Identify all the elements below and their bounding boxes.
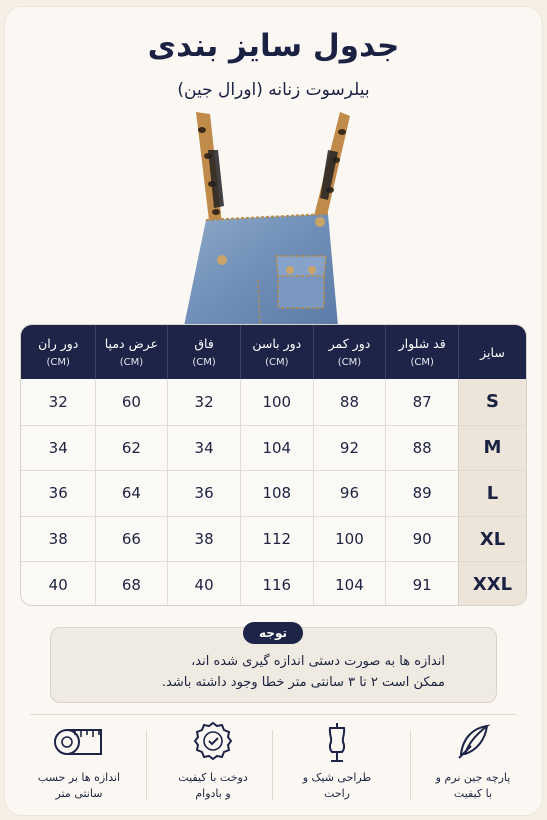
feature-separator [410,730,411,800]
header-pants-length [385,325,458,379]
feature-stitching [158,720,268,810]
size-cell: S [458,379,526,425]
table-row [21,425,526,471]
header-label: عرض دمپا [104,336,159,351]
size-cell: XXL [458,562,526,606]
table-cell: 100 [313,517,386,562]
measuring-tape-icon [51,720,107,764]
header-thigh [22,325,95,379]
header-waist [313,325,386,379]
feature-label: پارچه جین نرم و با کیفیت [435,771,511,800]
feature-label: اندازه ها بر حسب سانتی متر [37,771,121,800]
header-rise [167,325,240,379]
size-table [20,324,527,606]
table-cell: 66 [95,517,168,562]
header-unit: (CM) [192,357,216,368]
feature-measurement [24,720,134,810]
table-cell: 96 [313,471,386,516]
table-cell: 32 [167,379,240,425]
table-cell: 36 [48,484,68,503]
header-label: سایز [480,344,505,360]
note-line-2: ممکن است ۲ تا ۳ سانتی متر خطا وجود داشته باشد. [161,675,445,690]
feature-separator [146,730,147,800]
header-hem-width [95,325,168,379]
feather-icon [451,720,495,764]
table-cell: 40 [48,575,68,594]
header-label: دور ران [38,336,79,351]
table-cell: 104 [313,562,386,606]
header-unit: (CM) [119,357,144,368]
header-unit: (CM) [46,357,70,368]
header-label: دور کمر [328,336,371,351]
table-row [21,561,526,606]
quality-badge-icon [191,720,235,764]
note-line-1: اندازه ها به صورت دستی اندازه گیری شده اند، [191,654,445,669]
feature-design [282,720,392,810]
table-cell: 32 [48,392,68,411]
feature-label: دوخت با کیفیت و بادوام [178,771,248,800]
table-cell: 108 [240,471,313,516]
table-row [21,516,526,562]
header-unit: (CM) [265,357,289,368]
table-cell: 89 [385,471,458,516]
table-cell: 64 [95,471,168,516]
table-cell: 38 [167,517,240,562]
feature-separator [272,730,273,800]
table-row [21,470,526,516]
table-cell: 88 [385,426,458,471]
mannequin-icon [315,720,359,764]
header-label: فاق [194,336,214,351]
table-cell: 112 [240,517,313,562]
table-cell: 62 [95,426,168,471]
table-cell: 90 [385,517,458,562]
page-subtitle: بیلرسوت زنانه (اورال جین) [177,80,370,100]
size-cell: M [458,426,526,471]
note-tag: توجه [243,622,303,644]
table-cell: 34 [167,426,240,471]
table-cell: 87 [385,379,458,425]
table-row [21,379,526,425]
divider [30,714,517,715]
table-cell: 88 [313,379,386,425]
table-body [21,379,526,606]
table-cell: 68 [95,562,168,606]
page-title: جدول سایز بندی [147,28,400,64]
header-label: دور باسن [252,336,302,351]
table-cell: 36 [167,471,240,516]
table-cell: 116 [240,562,313,606]
table-cell: 104 [240,426,313,471]
table-cell: 100 [240,379,313,425]
header-label: قد شلوار [398,336,446,351]
size-cell: XL [458,517,526,562]
header-size [458,325,526,379]
table-cell: 60 [95,379,168,425]
table-header [21,325,526,379]
table-cell: 92 [313,426,386,471]
feature-fabric [418,720,528,810]
table-cell: 40 [167,562,240,606]
table-cell: 38 [48,530,68,549]
table-cell: 91 [385,562,458,606]
table-cell: 34 [48,438,68,457]
feature-label: طراحی شیک و راحت [302,771,372,800]
header-unit: (CM) [337,357,362,368]
denim-overall-image [178,110,360,326]
size-cell: L [458,471,526,516]
header-unit: (CM) [410,357,434,368]
header-hip [240,325,313,379]
